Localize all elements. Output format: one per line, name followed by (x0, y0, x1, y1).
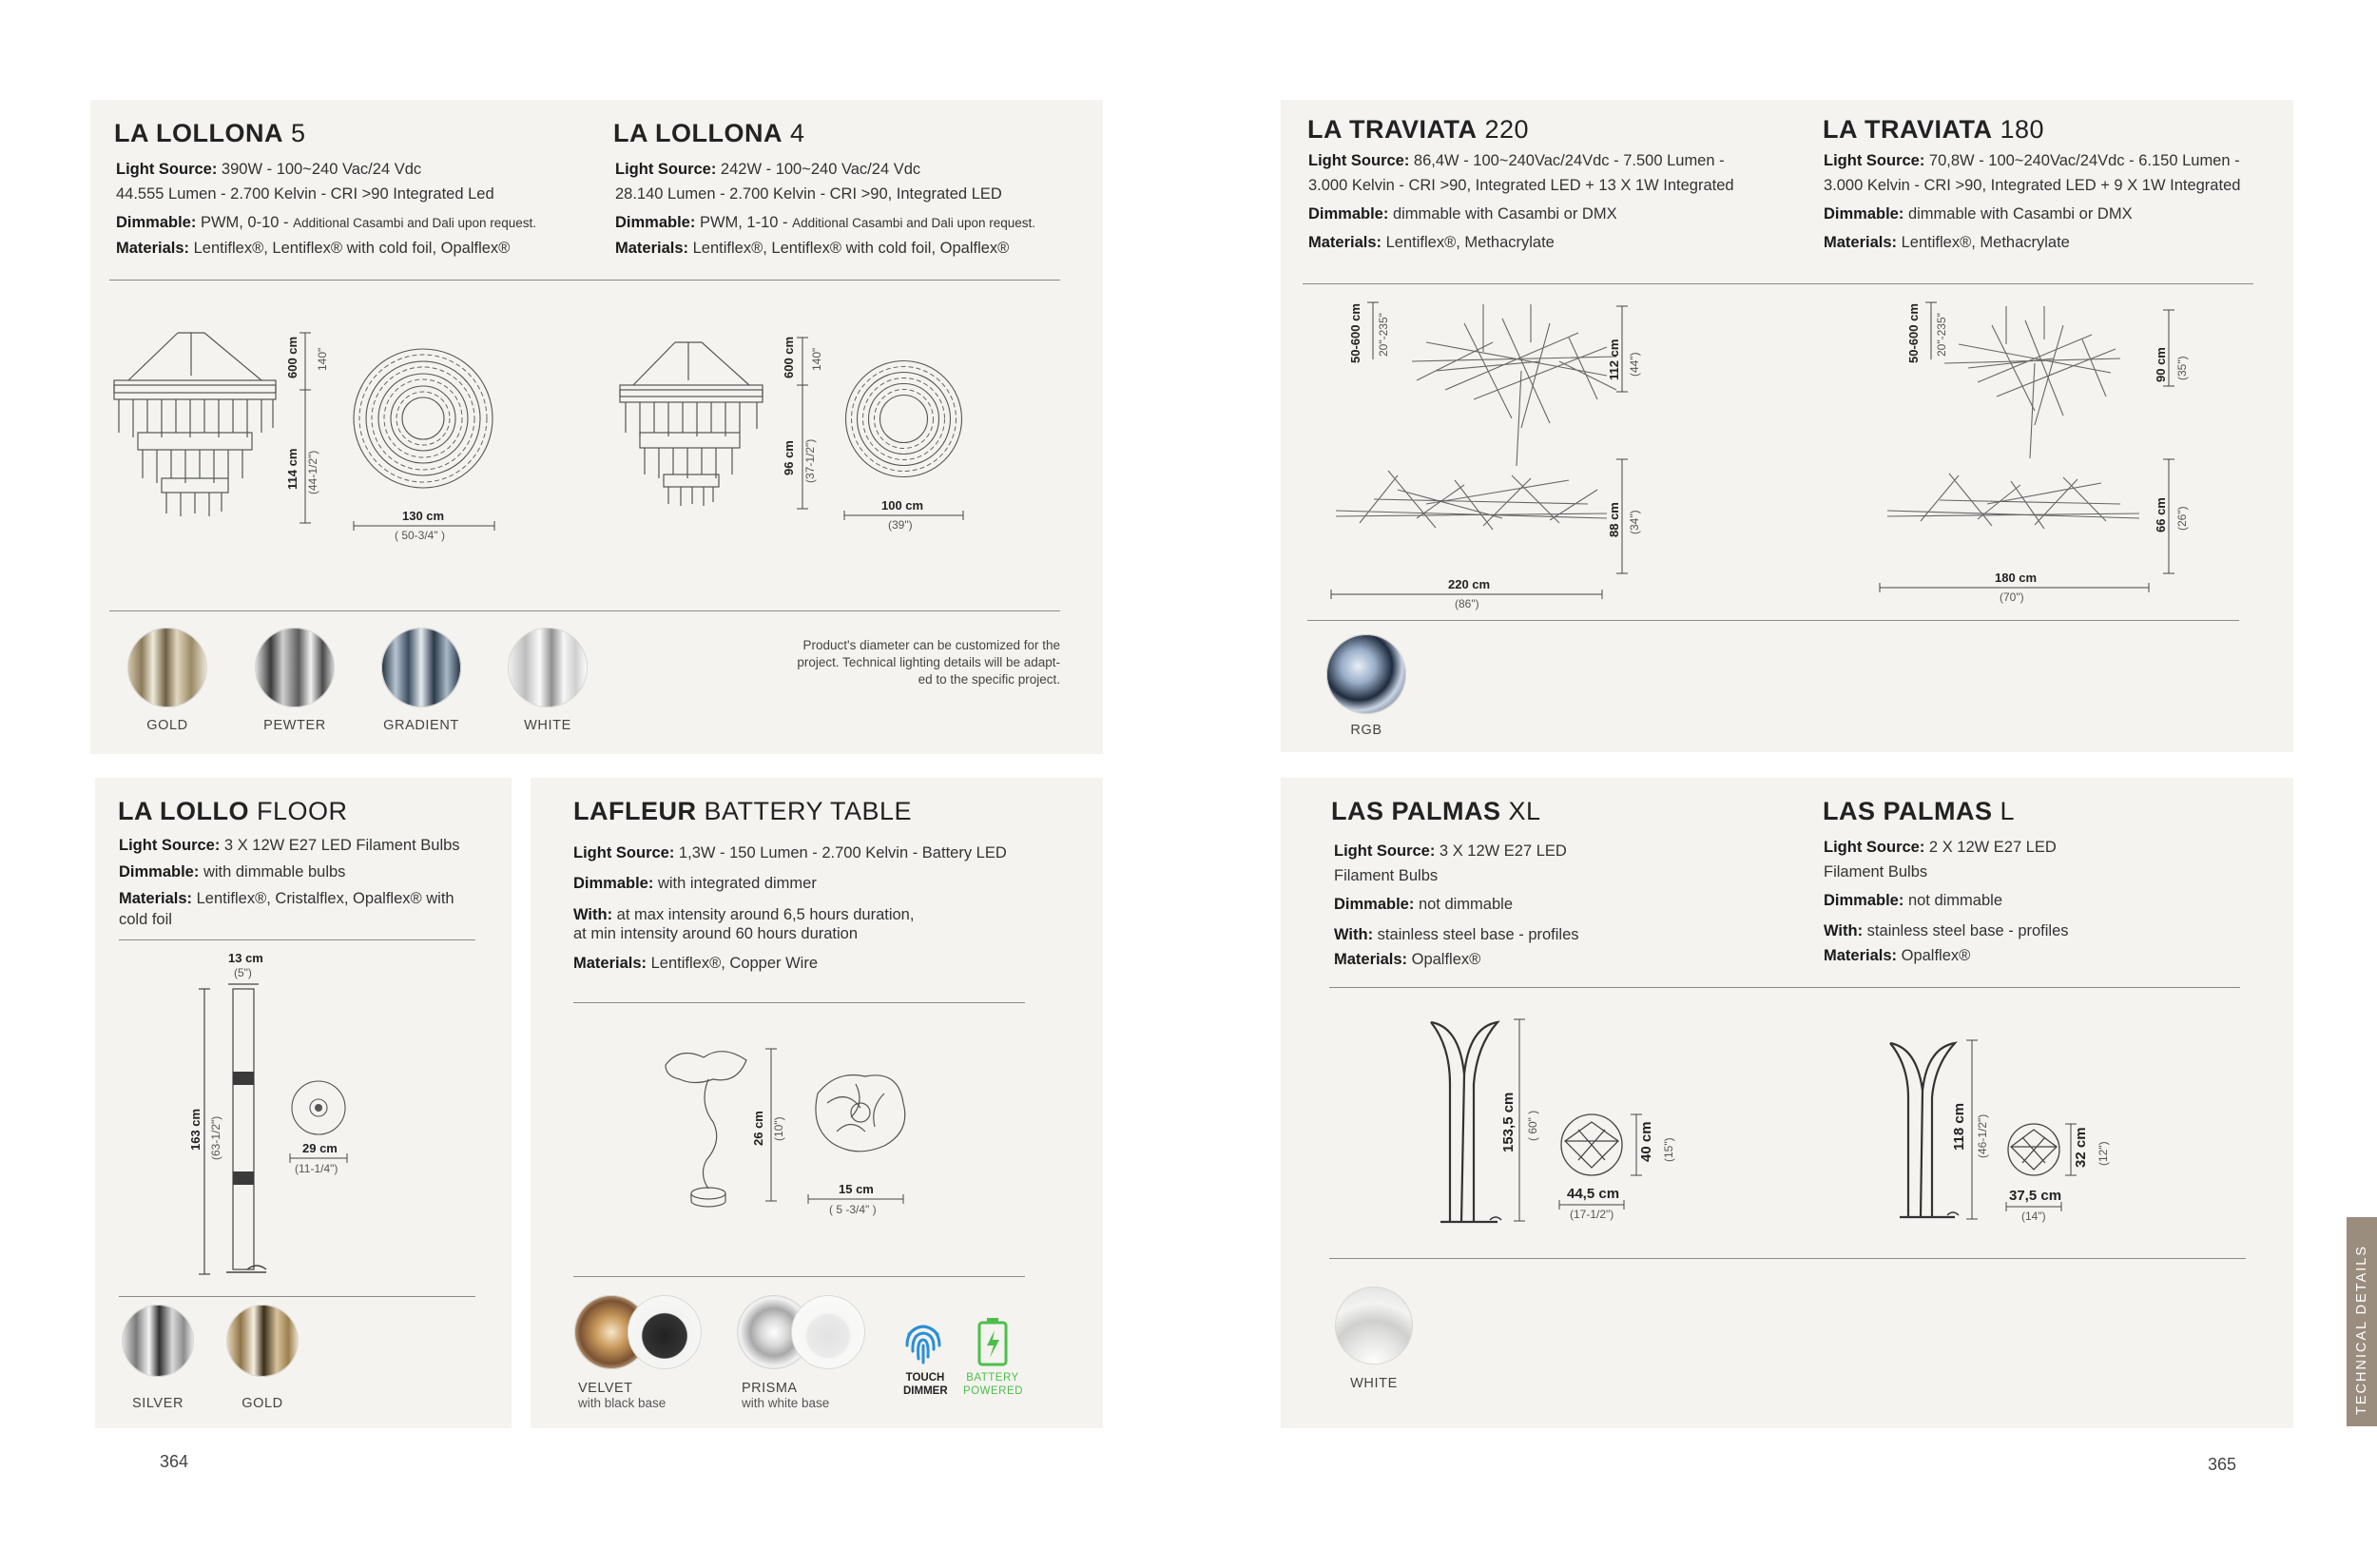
spec-block-lollona-4: Light Source: 242W - 100~240 Vac/24 Vdc 28.140 Lumen - 2.700 Kelvin - CRI >90, Integrated LED Dimmable: PWM, 1-10 - Additional Casambi and Dali upon request. Materials: Lentiflex®, Lentiflex® with cold foil, Opalflex® (615, 161, 1036, 257)
dim-height: 163 cm (188, 1108, 203, 1151)
finish-label: SILVER (131, 1396, 184, 1411)
product-title-traviata-220: LA TRAVIATA 220 (1307, 115, 1530, 144)
dim-width-inch: (86") (1455, 597, 1479, 610)
dim-height-inch: (35") (2175, 356, 2189, 380)
dim-drop: 50-600 cm (1348, 303, 1362, 363)
finish-swatch-gold[interactable] (226, 1305, 299, 1377)
dim-height: 153,5 cm (1500, 1092, 1517, 1152)
spec-block-traviata-220: Light Source: 86,4W - 100~240Vac/24Vdc - 7.500 Lumen - 3.000 Kelvin - CRI >90, Integrated LED + 13 X 1W Integrated Dimmable: dimmable with Casambi or DMX Materials: Lentiflex®, Methacrylate (1308, 152, 1734, 251)
dim-height: 96 cm (782, 440, 796, 475)
finish-label: WHITE (524, 718, 571, 733)
drawing-lollona-5-top (352, 347, 494, 490)
divider (1329, 1258, 2246, 1259)
dim-drop: 50-600 cm (1906, 303, 1921, 363)
finish-label: RGB (1350, 723, 1382, 738)
product-title-lollona-4: LA LOLLONA 4 (613, 119, 805, 147)
battery-powered-label: BATTERY POWERED (963, 1372, 1023, 1397)
dim-drop-inch: 20"-235" (1377, 313, 1390, 357)
drawing-traviata-220-front (1331, 461, 1616, 537)
drawing-las-palmas-xl (1421, 1017, 1507, 1227)
drawing-las-palmas-l-top (2006, 1122, 2061, 1177)
dim-height: 26 cm (751, 1111, 765, 1146)
dim-width: 15 cm (839, 1182, 874, 1196)
dim-height-inch: (46-1/2") (1976, 1113, 1989, 1158)
dim-width-inch: ( 5 -3/4" ) (829, 1203, 877, 1216)
base-swatch-white (791, 1295, 865, 1369)
dim-height-inch: (44-1/2") (306, 450, 319, 494)
dim-depth-inch: (15") (1662, 1137, 1675, 1162)
divider (1303, 283, 2253, 284)
finish-label: PRISMA (742, 1381, 798, 1396)
battery-icon (977, 1317, 1008, 1366)
divider (119, 939, 475, 940)
dim-width-inch: ( 50-3/4" ) (395, 529, 445, 542)
product-title-traviata-180: LA TRAVIATA 180 (1823, 115, 2045, 144)
dim-base: 29 cm (302, 1141, 338, 1155)
finish-swatch-pewter[interactable] (255, 628, 335, 707)
finish-label: GOLD (242, 1396, 283, 1411)
finish-sublabel: with white base (742, 1396, 830, 1410)
dim-height-top-inch: 140" (810, 347, 823, 371)
dim-width-inch: (39") (888, 518, 913, 532)
dimension-line-vertical (797, 338, 808, 509)
divider (119, 1296, 475, 1297)
dim-height: 112 cm (1607, 339, 1621, 380)
dim-height-inch: (63-1/2") (209, 1115, 222, 1160)
product-title-las-palmas-l: LAS PALMAS L (1823, 797, 2016, 825)
dim-depth-inch: (12") (2097, 1141, 2110, 1166)
spec-block-traviata-180: Light Source: 70,8W - 100~240Vac/24Vdc - 6.150 Lumen - 3.000 Kelvin - CRI >90, Integrated LED + 9 X 1W Integrated Dimmable: dimmable with Casambi or DMX Materials: Lentiflex®, Methacrylate (1824, 152, 2241, 251)
drawing-traviata-180-side (1940, 306, 2130, 458)
touch-dimmer-label: TOUCH DIMMER (903, 1372, 948, 1397)
drawing-lollona-4-top (844, 359, 963, 478)
divider (1307, 620, 2239, 621)
product-title-las-palmas-xl: LAS PALMAS XL (1331, 797, 1541, 825)
dim-height-top: 600 cm (782, 336, 796, 378)
page-number-right: 365 (2208, 1455, 2237, 1474)
divider (1329, 987, 2240, 988)
product-title-lollona-5: LA LOLLONA 5 (114, 119, 306, 147)
drawing-las-palmas-xl-top (1559, 1113, 1624, 1177)
base-swatch-black (628, 1295, 702, 1369)
dim-height: 118 cm (1951, 1102, 1967, 1151)
dim-width-inch: (17-1/2") (1570, 1208, 1614, 1221)
finish-label: PEWTER (263, 718, 326, 733)
drawing-traviata-180-front (1883, 464, 2149, 535)
drawing-lollona-5-side (109, 328, 280, 518)
drawing-lafleur-top (808, 1065, 913, 1160)
dim-width-inch: (70") (2000, 590, 2024, 604)
finish-swatch-white[interactable] (1335, 1287, 1413, 1365)
dim-height-2-inch: (34") (1628, 510, 1641, 534)
dim-height-top-inch: 140" (316, 347, 329, 371)
spec-block-lafleur: Light Source: 1,3W - 150 Lumen - 2.700 Kelvin - Battery LED Dimmable: with integrated dimmer With: at max intensity around 6,5 hours duration, at min intensity around 60 hours duration Materials: Lentiflex®, Copper Wire (573, 844, 1007, 972)
drawing-lollo-floor (190, 984, 276, 1279)
finish-swatch-white[interactable] (508, 628, 588, 707)
dim-width: 130 cm (402, 509, 445, 523)
fingerprint-icon (901, 1317, 945, 1366)
dim-top-inch: (5") (234, 966, 252, 979)
customization-note: Product's diameter can be customized for the project. Technical lighting details will be adapt- ed to the specific project. (797, 638, 1060, 687)
product-title-lafleur: LAFLEUR BATTERY TABLE (573, 797, 913, 825)
spec-block-lollo-floor: Light Source: 3 X 12W E27 LED Filament Bulbs Dimmable: with dimmable bulbs Materials: Lentiflex®, Cristalflex, Opalflex® with cold foil (119, 837, 460, 928)
product-title-lollo-floor: LA LOLLO FLOOR (118, 797, 348, 825)
dim-height-2: 66 cm (2154, 497, 2168, 532)
dim-height-top: 600 cm (285, 336, 300, 378)
dim-depth: 32 cm (2073, 1127, 2089, 1168)
finish-label: GOLD (146, 718, 188, 733)
dim-width: 44,5 cm (1567, 1186, 1620, 1202)
dim-depth: 40 cm (1638, 1121, 1654, 1162)
dim-width: 37,5 cm (2009, 1188, 2062, 1204)
dim-height-inch: (10") (772, 1116, 785, 1141)
dim-width: 180 cm (1995, 571, 2038, 585)
dim-height-2: 88 cm (1607, 502, 1621, 537)
section-tab-label: TECHNICAL DETAILS (2354, 1244, 2369, 1415)
finish-swatch-rgb[interactable] (1326, 634, 1406, 714)
divider (109, 280, 1060, 281)
finish-swatch-silver[interactable] (122, 1305, 194, 1377)
dim-width: 100 cm (881, 498, 924, 513)
drawing-traviata-220-side (1407, 304, 1626, 466)
dim-height-inch: (37-1/2") (803, 438, 817, 483)
finish-swatch-gradient[interactable] (381, 628, 461, 707)
dim-height: 90 cm (2154, 347, 2168, 382)
dim-drop-inch: 20"-235" (1935, 313, 1948, 357)
dim-height-2-inch: (26") (2175, 506, 2189, 531)
dim-height: 114 cm (285, 448, 300, 490)
spec-block-las-palmas-l: Light Source: 2 X 12W E27 LED Filament Bulbs Dimmable: not dimmable With: stainless steel base - profiles Materials: Opalflex® (1824, 839, 2069, 964)
dim-height-inch: (44") (1628, 352, 1641, 377)
divider (109, 610, 1060, 611)
dimension-line-vertical (300, 333, 311, 523)
dim-width: 220 cm (1448, 577, 1491, 591)
divider (573, 1002, 1025, 1003)
dim-base-inch: (11-1/4") (295, 1162, 338, 1175)
finish-label: GRADIENT (383, 718, 459, 733)
spec-block-las-palmas-xl: Light Source: 3 X 12W E27 LED Filament Bulbs Dimmable: not dimmable With: stainless steel base - profiles Materials: Opalflex® (1334, 842, 1579, 968)
drawing-lollo-floor-top (290, 1079, 347, 1136)
finish-label: WHITE (1350, 1376, 1398, 1391)
finish-sublabel: with black base (578, 1396, 667, 1410)
dim-width-inch: (14") (2021, 1210, 2046, 1223)
finish-label: VELVET (578, 1381, 633, 1396)
drawing-lollona-4-side (616, 338, 768, 509)
spec-block-lollona-5: Light Source: 390W - 100~240 Vac/24 Vdc 44.555 Lumen - 2.700 Kelvin - CRI >90 Integrated Led Dimmable: PWM, 0-10 - Additional Casambi and Dali upon request. Materials: Lentiflex®, Lentiflex® with cold foil, Opalflex® (116, 161, 537, 257)
dim-height-inch: ( 60" ) (1526, 1110, 1539, 1141)
divider (573, 1276, 1025, 1277)
dim-top: 13 cm (228, 951, 263, 965)
page-number-left: 364 (160, 1452, 189, 1471)
finish-swatch-gold[interactable] (127, 628, 207, 707)
drawing-lafleur-side (661, 1046, 756, 1208)
